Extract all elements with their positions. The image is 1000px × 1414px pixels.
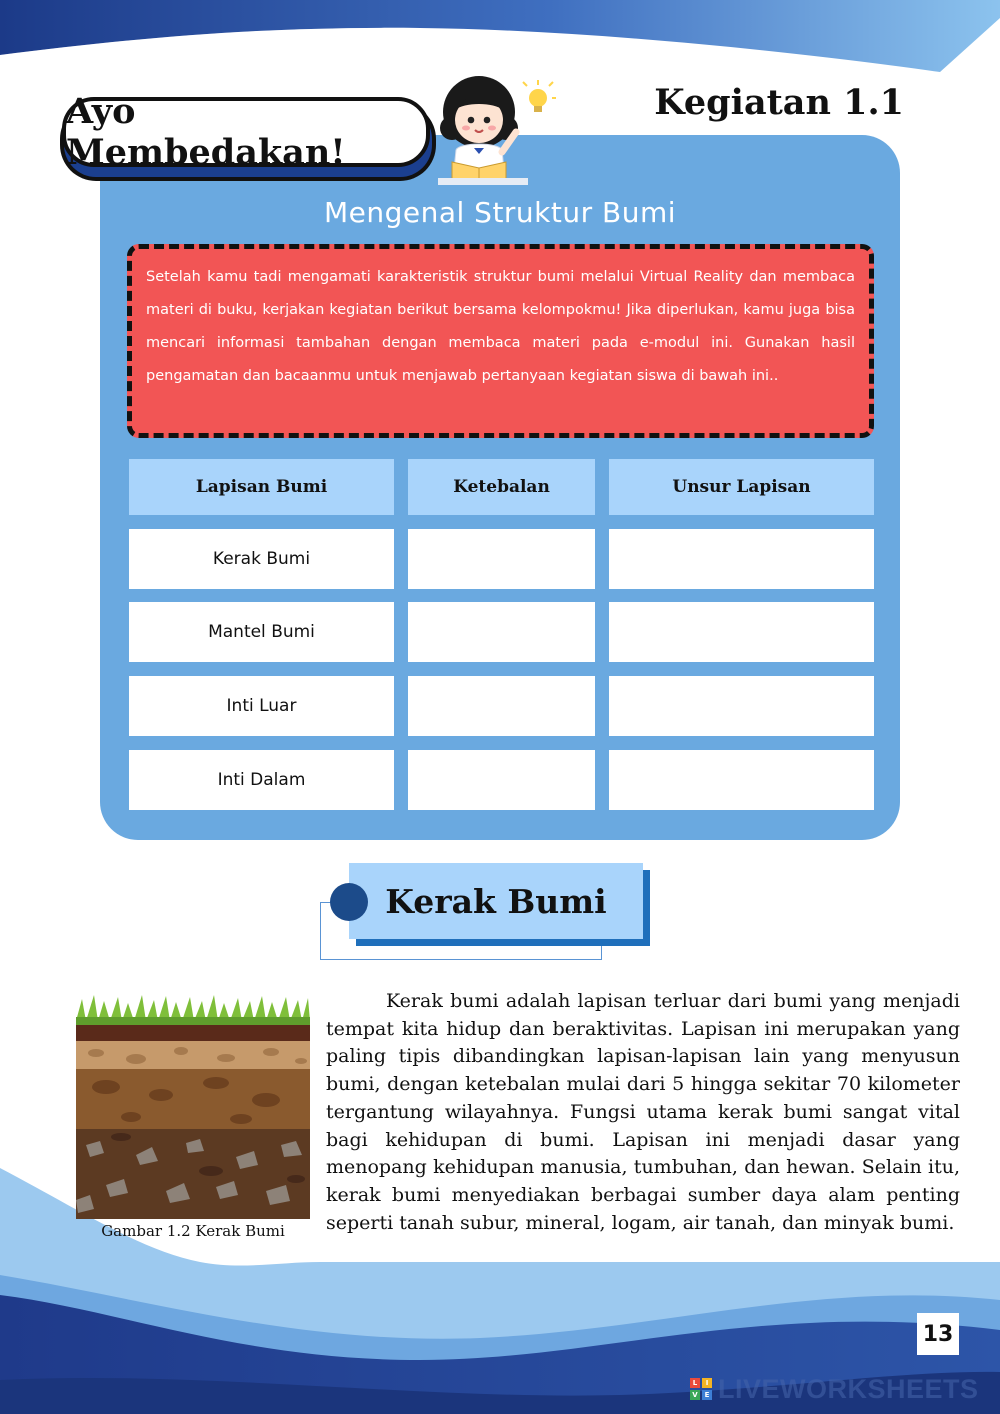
- table-cell-layer: Inti Dalam: [129, 750, 394, 810]
- watermark-text: LIVEWORKSHEETS: [718, 1373, 979, 1404]
- table-cell-layer: Inti Luar: [129, 676, 394, 736]
- page-number: 13: [917, 1313, 959, 1355]
- student-mascot-illustration: [434, 70, 559, 185]
- table-header-elements: Unsur Lapisan: [609, 459, 874, 515]
- earth-crust-soil-image: [76, 995, 310, 1219]
- answer-field-elements-kerak[interactable]: [609, 529, 874, 589]
- answer-field-thickness-kerak[interactable]: [408, 529, 595, 589]
- bullet-dot-icon: [330, 883, 368, 921]
- answer-field-elements-mantel[interactable]: [609, 602, 874, 662]
- section-title: Kerak Bumi: [385, 881, 607, 921]
- panel-title: Mengenal Struktur Bumi: [323, 196, 677, 229]
- table-header-thickness: Ketebalan: [408, 459, 595, 515]
- answer-field-thickness-inti-dalam[interactable]: [408, 750, 595, 810]
- answer-field-thickness-inti-luar[interactable]: [408, 676, 595, 736]
- answer-field-thickness-mantel[interactable]: [408, 602, 595, 662]
- lightbulb-icon: [523, 80, 556, 112]
- liveworksheets-watermark: [690, 1374, 979, 1404]
- activity-label: Kegiatan 1.1: [654, 82, 904, 123]
- section-heading: [349, 863, 643, 939]
- image-caption: Gambar 1.2 Kerak Bumi: [101, 1222, 285, 1240]
- table-cell-layer: Mantel Bumi: [129, 602, 394, 662]
- table-header-layer: Lapisan Bumi: [129, 459, 394, 515]
- liveworksheets-logo-icon: L I V E: [690, 1378, 712, 1400]
- instruction-box: [127, 244, 874, 438]
- table-cell-layer: Kerak Bumi: [129, 529, 394, 589]
- instruction-text: Setelah kamu tadi mengamati karakteristik struktur bumi melalui Virtual Reality dan membaca materi di buku, kerjakan kegiatan berikut bersama kelompokmu! Jika diperlukan, kamu juga bisa mencari informasi tambahan dengan membaca materi pada e-modul ini. Gunakan hasil pengamatan dan bacaanmu untuk menjawab pertanyaan kegiatan siswa di bawah ini..: [146, 269, 855, 384]
- answer-field-elements-inti-dalam[interactable]: [609, 750, 874, 810]
- section-paragraph: Kerak bumi adalah lapisan terluar dari bumi yang menjadi tempat kita hidup dan beraktivitas. Lapisan ini merupakan yang paling tipis dibandingkan lapisan-lapisan lain yang menyusun bumi, dengan ketebalan mulai dari 5 hingga sekitar 70 kilometer tergantung wilayahnya. Fungsi utama kerak bumi sangat vital bagi kehidupan di bumi. Lapisan ini menjadi dasar yang menopang kehidupan manusia, tumbuhan, dan hewan. Selain itu, kerak bumi menyediakan berbagai sumber daya alam penting seperti tanah subur, mineral, logam, air tanah, dan minyak bumi.: [326, 990, 960, 1234]
- title-pill: [62, 91, 430, 173]
- page-title: Ayo Membedakan!: [66, 91, 346, 173]
- answer-field-elements-inti-luar[interactable]: [609, 676, 874, 736]
